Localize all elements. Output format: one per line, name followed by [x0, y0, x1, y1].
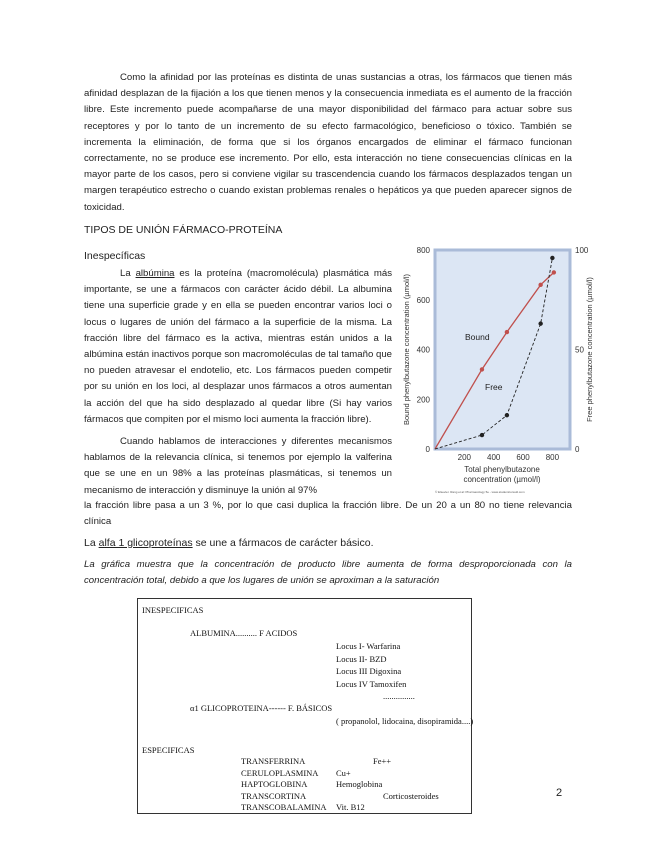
x-tick-label: 400 [487, 453, 501, 462]
plot-area [435, 250, 570, 449]
ligand-name: Fe++ [373, 756, 392, 766]
y2-tick-label: 50 [575, 345, 584, 355]
protein-name: HAPTOGLOBINA [241, 779, 308, 789]
ligand-name: Corticosteroides [383, 790, 439, 801]
phenylbutazone-chart [395, 240, 595, 500]
alfa-link[interactable]: alfa 1 glicoproteínas [98, 537, 193, 549]
albumina-label: ALBUMINA.......... F ACIDOS [190, 628, 298, 638]
data-point-bound [480, 367, 484, 371]
ligand-name: Cu+ [336, 767, 351, 778]
series-label-free: Free [485, 382, 503, 392]
locus-item: ............... [383, 691, 415, 701]
paragraph-displacement: Como la afinidad por las proteínas es distinta de unas sustancias a otras, los fármacos que tienen más afinidad desplazan de la fijación a los que tienen menos y la consecuencia inmediata es el aumento de la fracción libre. Este incremento puede acompañarse de una mayor disponibilidad del fármaco para actuar sobre sus receptores y por lo tanto de un incremento de su efecto farmacológico, beneficioso o tóxico. También se incrementa la eliminación, de forma que si los órganos encargados de eliminar el fármaco funcionan correctamente, no se produce ese incremento. Por ello, esta interacción no tiene consecuencias clínicas en la mayor parte de los casos, pero si conviene vigilar su trascendencia cuando los fármacos desplazados tengan un margen terapéutico estrecho o cuando existan problemas renales o hepáticos ya que pueden aparecer signos de toxicidad. [84, 72, 572, 213]
locus-item: Locus III Digoxina [336, 666, 402, 676]
x-axis-label: Total phenylbutazone [464, 465, 540, 474]
protein-name: TRANSCOBALAMINA [241, 802, 327, 812]
data-point-bound [505, 330, 509, 334]
y-tick-label: 0 [425, 445, 430, 454]
text: La [84, 537, 99, 549]
data-point-free [550, 256, 554, 260]
series-label-bound: Bound [465, 332, 490, 342]
protein-name: CERULOPLASMINA [241, 767, 319, 778]
chart-caption: La gráfica muestra que la concentración de producto libre aumenta de forma desproporcionada con la concentración total, debido a que los lugares de unión se aproximan a la saturación [84, 559, 572, 587]
protein-binding-table [137, 598, 472, 814]
data-point-free [538, 321, 542, 325]
paragraph-interactions: Cuando hablamos de interacciones y diferentes mecanismos hablamos de la relevancia clínica, si tenemos por ejemplo la valferina que se une en un 98% a las proteínas plasmáticas, si tenemos un mecanismo de interacción y disminuye la unión al 97% [84, 436, 392, 496]
chart-credit: © Elsevier. Rang et al: Pharmacology 5e - www.studentconsult.com [435, 490, 525, 494]
data-point-free [480, 433, 484, 437]
x-tick-label: 600 [516, 453, 530, 462]
text: La [120, 268, 136, 279]
text: es la proteína (macromolécula) plasmática más importante, se une a fármacos con carácter ácido débil. La albumina tiene una superficie grade y en ella se pueden encontrar varios loci o locus o lugares de unión del fármaco a la superficie de la misma. La fracción libre del fármaco es la activa, mientras están unidos a la albúmina están inactivos porque son macromoléculas de tal tamaño que no pueden atravesar el endotelio, etc. Los fármacos pueden competir por su unión en los loci, al desplazar unos fármacos a otros aumentan la acción del que ha sido desplazado al quedar libre (Si hay varios fármacos que compiten por el mismo loci aumenta la fracción libre). [84, 268, 392, 425]
y-axis-label: Bound phenylbutazone concentration (µmol/l) [402, 273, 411, 426]
locus-item: Locus II- BZD [336, 653, 387, 664]
y2-tick-label: 0 [575, 445, 580, 454]
page-number: 2 [556, 787, 563, 799]
data-point-free [505, 413, 509, 417]
paragraph-albumina [84, 266, 392, 428]
glicoproteina-examples: ( propanolol, lidocaina, disopiramida....) [336, 716, 474, 726]
x-tick-label: 200 [457, 453, 472, 462]
section-heading: TIPOS DE UNIÓN FÁRMACO-PROTEÍNA [84, 224, 283, 236]
protein-name: TRANSFERRINA [241, 756, 306, 766]
glicoproteina-label: α1 GLICOPROTEINA------ F. BÁSICOS [190, 703, 333, 713]
paragraph-alfa [84, 535, 374, 551]
protein-name: TRANSCORTINA [241, 790, 307, 801]
y-tick-label: 800 [416, 246, 430, 255]
paragraph-interactions-cont: la fracción libre pasa a un 3 %, por lo que casi duplica la fracción libre. De un 20 a un 80 no tiene relevancia clínica [84, 500, 572, 528]
data-point-bound [552, 270, 556, 274]
albumina-link[interactable]: albúmina [135, 268, 175, 279]
y2-tick-label: 100 [575, 246, 589, 255]
data-point-bound [538, 283, 542, 287]
text: se une a fármacos de carácter básico. [192, 537, 374, 549]
ligand-name: Vit. B12 [336, 802, 365, 812]
locus-item: Locus IV Tamoxifen [336, 678, 407, 689]
x-tick-label: 800 [545, 453, 560, 462]
locus-item: Locus I- Warfarina [336, 641, 401, 651]
x-axis-label: concentration (µmol/l) [463, 475, 541, 484]
y-tick-label: 200 [416, 395, 430, 405]
y2-axis-label: Free phenylbutazone concentration (µmol/l) [585, 277, 594, 422]
inespecificas-label: INESPECIFICAS [142, 605, 204, 615]
y-tick-label: 400 [416, 345, 430, 355]
subheading: Inespecíficas [84, 250, 146, 262]
y-tick-label: 600 [416, 295, 430, 305]
ligand-name: Hemoglobina [336, 779, 383, 789]
especificas-label: ESPECIFICAS [142, 745, 195, 755]
